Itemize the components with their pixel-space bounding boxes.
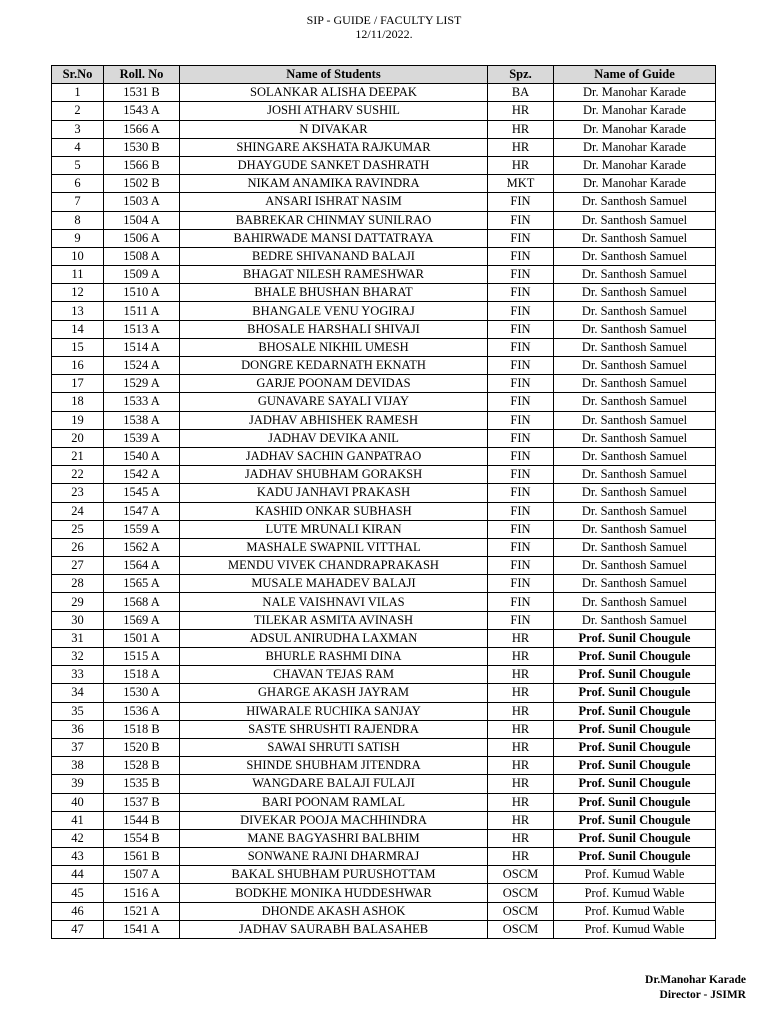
cell-student-name: SASTE SHRUSHTI RAJENDRA bbox=[180, 720, 488, 738]
cell-guide-name: Prof. Sunil Chougule bbox=[554, 811, 716, 829]
table-row bbox=[52, 411, 716, 429]
cell-sr-no: 28 bbox=[52, 575, 104, 593]
cell-sr-no: 3 bbox=[52, 120, 104, 138]
cell-guide-name: Dr. Santhosh Samuel bbox=[554, 393, 716, 411]
cell-roll-no: 1521 A bbox=[104, 902, 180, 920]
table-row bbox=[52, 593, 716, 611]
cell-specialization: FIN bbox=[488, 557, 554, 575]
table-row bbox=[52, 811, 716, 829]
cell-student-name: BAHIRWADE MANSI DATTATRAYA bbox=[180, 229, 488, 247]
table-body bbox=[52, 84, 716, 939]
cell-guide-name: Prof. Sunil Chougule bbox=[554, 648, 716, 666]
cell-student-name: NALE VAISHNAVI VILAS bbox=[180, 593, 488, 611]
cell-guide-name: Dr. Santhosh Samuel bbox=[554, 247, 716, 265]
cell-roll-no: 1518 A bbox=[104, 666, 180, 684]
cell-specialization: HR bbox=[488, 811, 554, 829]
cell-sr-no: 12 bbox=[52, 284, 104, 302]
cell-sr-no: 20 bbox=[52, 429, 104, 447]
cell-roll-no: 1529 A bbox=[104, 375, 180, 393]
cell-guide-name: Dr. Santhosh Samuel bbox=[554, 229, 716, 247]
cell-sr-no: 29 bbox=[52, 593, 104, 611]
table-row bbox=[52, 720, 716, 738]
table-row bbox=[52, 629, 716, 647]
cell-specialization: OSCM bbox=[488, 902, 554, 920]
cell-student-name: ADSUL ANIRUDHA LAXMAN bbox=[180, 629, 488, 647]
cell-guide-name: Dr. Santhosh Samuel bbox=[554, 484, 716, 502]
cell-sr-no: 35 bbox=[52, 702, 104, 720]
cell-guide-name: Dr. Santhosh Samuel bbox=[554, 429, 716, 447]
cell-sr-no: 41 bbox=[52, 811, 104, 829]
cell-specialization: FIN bbox=[488, 229, 554, 247]
cell-guide-name: Dr. Santhosh Samuel bbox=[554, 557, 716, 575]
table-row bbox=[52, 229, 716, 247]
cell-guide-name: Prof. Kumud Wable bbox=[554, 902, 716, 920]
cell-guide-name: Dr. Manohar Karade bbox=[554, 175, 716, 193]
table-row bbox=[52, 520, 716, 538]
cell-sr-no: 34 bbox=[52, 684, 104, 702]
cell-specialization: FIN bbox=[488, 411, 554, 429]
cell-sr-no: 22 bbox=[52, 466, 104, 484]
cell-guide-name: Prof. Sunil Chougule bbox=[554, 720, 716, 738]
cell-roll-no: 1515 A bbox=[104, 648, 180, 666]
cell-guide-name: Dr. Santhosh Samuel bbox=[554, 593, 716, 611]
cell-student-name: GUNAVARE SAYALI VIJAY bbox=[180, 393, 488, 411]
cell-student-name: DIVEKAR POOJA MACHHINDRA bbox=[180, 811, 488, 829]
cell-roll-no: 1547 A bbox=[104, 502, 180, 520]
table-row bbox=[52, 120, 716, 138]
cell-sr-no: 8 bbox=[52, 211, 104, 229]
cell-student-name: BARI POONAM RAMLAL bbox=[180, 793, 488, 811]
cell-roll-no: 1516 A bbox=[104, 884, 180, 902]
cell-roll-no: 1543 A bbox=[104, 102, 180, 120]
cell-student-name: BHANGALE VENU YOGIRAJ bbox=[180, 302, 488, 320]
cell-guide-name: Dr. Santhosh Samuel bbox=[554, 375, 716, 393]
table-row bbox=[52, 866, 716, 884]
cell-specialization: FIN bbox=[488, 193, 554, 211]
cell-specialization: HR bbox=[488, 720, 554, 738]
col-header-sr-no: Sr.No bbox=[52, 66, 104, 84]
cell-specialization: FIN bbox=[488, 375, 554, 393]
cell-guide-name: Prof. Sunil Chougule bbox=[554, 775, 716, 793]
cell-roll-no: 1524 A bbox=[104, 357, 180, 375]
cell-roll-no: 1565 A bbox=[104, 575, 180, 593]
table-row bbox=[52, 702, 716, 720]
cell-specialization: FIN bbox=[488, 520, 554, 538]
cell-student-name: BEDRE SHIVANAND BALAJI bbox=[180, 247, 488, 265]
cell-sr-no: 36 bbox=[52, 720, 104, 738]
cell-sr-no: 42 bbox=[52, 829, 104, 847]
cell-guide-name: Prof. Sunil Chougule bbox=[554, 684, 716, 702]
cell-roll-no: 1537 B bbox=[104, 793, 180, 811]
cell-roll-no: 1535 B bbox=[104, 775, 180, 793]
cell-roll-no: 1545 A bbox=[104, 484, 180, 502]
cell-student-name: BHOSALE NIKHIL UMESH bbox=[180, 338, 488, 356]
cell-roll-no: 1539 A bbox=[104, 429, 180, 447]
cell-sr-no: 38 bbox=[52, 757, 104, 775]
cell-specialization: FIN bbox=[488, 593, 554, 611]
signatory-designation: Director - JSIMR bbox=[659, 989, 746, 1001]
cell-roll-no: 1533 A bbox=[104, 393, 180, 411]
cell-guide-name: Dr. Santhosh Samuel bbox=[554, 266, 716, 284]
cell-sr-no: 44 bbox=[52, 866, 104, 884]
cell-student-name: JADHAV DEVIKA ANIL bbox=[180, 429, 488, 447]
cell-guide-name: Dr. Manohar Karade bbox=[554, 102, 716, 120]
cell-specialization: HR bbox=[488, 738, 554, 756]
cell-sr-no: 25 bbox=[52, 520, 104, 538]
cell-specialization: HR bbox=[488, 120, 554, 138]
cell-specialization: MKT bbox=[488, 175, 554, 193]
cell-roll-no: 1509 A bbox=[104, 266, 180, 284]
cell-student-name: N DIVAKAR bbox=[180, 120, 488, 138]
cell-sr-no: 11 bbox=[52, 266, 104, 284]
cell-sr-no: 17 bbox=[52, 375, 104, 393]
cell-roll-no: 1506 A bbox=[104, 229, 180, 247]
cell-specialization: HR bbox=[488, 829, 554, 847]
cell-specialization: FIN bbox=[488, 247, 554, 265]
cell-guide-name: Dr. Santhosh Samuel bbox=[554, 538, 716, 556]
cell-specialization: FIN bbox=[488, 538, 554, 556]
cell-guide-name: Prof. Sunil Chougule bbox=[554, 629, 716, 647]
cell-student-name: CHAVAN TEJAS RAM bbox=[180, 666, 488, 684]
cell-roll-no: 1562 A bbox=[104, 538, 180, 556]
cell-sr-no: 47 bbox=[52, 920, 104, 938]
cell-sr-no: 39 bbox=[52, 775, 104, 793]
cell-specialization: FIN bbox=[488, 320, 554, 338]
table-row bbox=[52, 466, 716, 484]
cell-roll-no: 1554 B bbox=[104, 829, 180, 847]
table-row bbox=[52, 793, 716, 811]
cell-roll-no: 1528 B bbox=[104, 757, 180, 775]
table-row bbox=[52, 338, 716, 356]
cell-specialization: HR bbox=[488, 702, 554, 720]
cell-roll-no: 1510 A bbox=[104, 284, 180, 302]
cell-student-name: WANGDARE BALAJI FULAJI bbox=[180, 775, 488, 793]
cell-student-name: MENDU VIVEK CHANDRAPRAKASH bbox=[180, 557, 488, 575]
col-header-guide-name: Name of Guide bbox=[554, 66, 716, 84]
table-row bbox=[52, 375, 716, 393]
cell-specialization: FIN bbox=[488, 447, 554, 465]
cell-guide-name: Prof. Sunil Chougule bbox=[554, 702, 716, 720]
cell-student-name: JADHAV ABHISHEK RAMESH bbox=[180, 411, 488, 429]
cell-guide-name: Prof. Sunil Chougule bbox=[554, 829, 716, 847]
cell-student-name: BHURLE RASHMI DINA bbox=[180, 648, 488, 666]
cell-student-name: TILEKAR ASMITA AVINASH bbox=[180, 611, 488, 629]
table-row bbox=[52, 429, 716, 447]
cell-guide-name: Dr. Manohar Karade bbox=[554, 156, 716, 174]
table-row bbox=[52, 538, 716, 556]
cell-roll-no: 1544 B bbox=[104, 811, 180, 829]
cell-student-name: SAWAI SHRUTI SATISH bbox=[180, 738, 488, 756]
faculty-list-table bbox=[51, 65, 716, 939]
cell-roll-no: 1503 A bbox=[104, 193, 180, 211]
table-row bbox=[52, 557, 716, 575]
cell-roll-no: 1536 A bbox=[104, 702, 180, 720]
table-row bbox=[52, 920, 716, 938]
cell-guide-name: Dr. Santhosh Samuel bbox=[554, 284, 716, 302]
cell-specialization: FIN bbox=[488, 575, 554, 593]
table-row bbox=[52, 156, 716, 174]
cell-roll-no: 1569 A bbox=[104, 611, 180, 629]
page-date: 12/11/2022. bbox=[355, 27, 413, 41]
cell-roll-no: 1542 A bbox=[104, 466, 180, 484]
cell-sr-no: 30 bbox=[52, 611, 104, 629]
cell-student-name: BHOSALE HARSHALI SHIVAJI bbox=[180, 320, 488, 338]
cell-sr-no: 40 bbox=[52, 793, 104, 811]
cell-guide-name: Prof. Sunil Chougule bbox=[554, 848, 716, 866]
cell-student-name: SHINDE SHUBHAM JITENDRA bbox=[180, 757, 488, 775]
cell-sr-no: 23 bbox=[52, 484, 104, 502]
cell-specialization: HR bbox=[488, 793, 554, 811]
table-header-row bbox=[52, 66, 716, 84]
cell-guide-name: Prof. Sunil Chougule bbox=[554, 757, 716, 775]
cell-student-name: BABREKAR CHINMAY SUNILRAO bbox=[180, 211, 488, 229]
cell-roll-no: 1518 B bbox=[104, 720, 180, 738]
cell-sr-no: 9 bbox=[52, 229, 104, 247]
cell-specialization: HR bbox=[488, 138, 554, 156]
page-title: SIP - GUIDE / FACULTY LIST bbox=[306, 13, 462, 27]
cell-guide-name: Dr. Santhosh Samuel bbox=[554, 338, 716, 356]
cell-specialization: BA bbox=[488, 84, 554, 102]
cell-roll-no: 1514 A bbox=[104, 338, 180, 356]
table-row bbox=[52, 175, 716, 193]
cell-guide-name: Dr. Santhosh Samuel bbox=[554, 211, 716, 229]
cell-specialization: FIN bbox=[488, 484, 554, 502]
cell-roll-no: 1530 A bbox=[104, 684, 180, 702]
cell-student-name: DHAYGUDE SANKET DASHRATH bbox=[180, 156, 488, 174]
table-row bbox=[52, 357, 716, 375]
cell-guide-name: Dr. Santhosh Samuel bbox=[554, 302, 716, 320]
cell-student-name: DHONDE AKASH ASHOK bbox=[180, 902, 488, 920]
cell-sr-no: 24 bbox=[52, 502, 104, 520]
cell-sr-no: 2 bbox=[52, 102, 104, 120]
table-row bbox=[52, 484, 716, 502]
cell-guide-name: Prof. Sunil Chougule bbox=[554, 793, 716, 811]
cell-guide-name: Dr. Manohar Karade bbox=[554, 138, 716, 156]
cell-roll-no: 1511 A bbox=[104, 302, 180, 320]
cell-guide-name: Dr. Santhosh Samuel bbox=[554, 193, 716, 211]
cell-student-name: LUTE MRUNALI KIRAN bbox=[180, 520, 488, 538]
table-row bbox=[52, 502, 716, 520]
cell-roll-no: 1507 A bbox=[104, 866, 180, 884]
cell-roll-no: 1531 B bbox=[104, 84, 180, 102]
cell-guide-name: Prof. Kumud Wable bbox=[554, 920, 716, 938]
cell-roll-no: 1541 A bbox=[104, 920, 180, 938]
table-row bbox=[52, 84, 716, 102]
cell-sr-no: 10 bbox=[52, 247, 104, 265]
cell-student-name: NIKAM ANAMIKA RAVINDRA bbox=[180, 175, 488, 193]
cell-specialization: OSCM bbox=[488, 866, 554, 884]
cell-sr-no: 16 bbox=[52, 357, 104, 375]
cell-specialization: FIN bbox=[488, 429, 554, 447]
cell-roll-no: 1530 B bbox=[104, 138, 180, 156]
cell-sr-no: 26 bbox=[52, 538, 104, 556]
cell-roll-no: 1504 A bbox=[104, 211, 180, 229]
cell-student-name: MUSALE MAHADEV BALAJI bbox=[180, 575, 488, 593]
cell-student-name: MANE BAGYASHRI BALBHIM bbox=[180, 829, 488, 847]
table-row bbox=[52, 829, 716, 847]
cell-sr-no: 4 bbox=[52, 138, 104, 156]
cell-guide-name: Dr. Santhosh Samuel bbox=[554, 520, 716, 538]
table-row bbox=[52, 666, 716, 684]
cell-specialization: FIN bbox=[488, 611, 554, 629]
cell-guide-name: Dr. Manohar Karade bbox=[554, 84, 716, 102]
cell-sr-no: 33 bbox=[52, 666, 104, 684]
cell-student-name: GARJE POONAM DEVIDAS bbox=[180, 375, 488, 393]
cell-specialization: HR bbox=[488, 648, 554, 666]
cell-guide-name: Prof. Kumud Wable bbox=[554, 866, 716, 884]
cell-roll-no: 1508 A bbox=[104, 247, 180, 265]
cell-sr-no: 21 bbox=[52, 447, 104, 465]
cell-student-name: SONWANE RAJNI DHARMRAJ bbox=[180, 848, 488, 866]
cell-specialization: FIN bbox=[488, 466, 554, 484]
table-row bbox=[52, 102, 716, 120]
cell-student-name: SHINGARE AKSHATA RAJKUMAR bbox=[180, 138, 488, 156]
table-row bbox=[52, 138, 716, 156]
cell-student-name: BHALE BHUSHAN BHARAT bbox=[180, 284, 488, 302]
cell-student-name: KADU JANHAVI PRAKASH bbox=[180, 484, 488, 502]
cell-sr-no: 37 bbox=[52, 738, 104, 756]
cell-sr-no: 32 bbox=[52, 648, 104, 666]
cell-sr-no: 7 bbox=[52, 193, 104, 211]
cell-specialization: FIN bbox=[488, 302, 554, 320]
cell-student-name: KASHID ONKAR SUBHASH bbox=[180, 502, 488, 520]
table-row bbox=[52, 211, 716, 229]
table-row bbox=[52, 611, 716, 629]
cell-student-name: JADHAV SACHIN GANPATRAO bbox=[180, 447, 488, 465]
cell-roll-no: 1564 A bbox=[104, 557, 180, 575]
cell-student-name: BAKAL SHUBHAM PURUSHOTTAM bbox=[180, 866, 488, 884]
cell-specialization: HR bbox=[488, 757, 554, 775]
cell-student-name: BODKHE MONIKA HUDDESHWAR bbox=[180, 884, 488, 902]
cell-sr-no: 46 bbox=[52, 902, 104, 920]
table-row bbox=[52, 738, 716, 756]
cell-specialization: FIN bbox=[488, 284, 554, 302]
cell-guide-name: Prof. Kumud Wable bbox=[554, 884, 716, 902]
table-row bbox=[52, 302, 716, 320]
cell-roll-no: 1561 B bbox=[104, 848, 180, 866]
table-row bbox=[52, 193, 716, 211]
table-row bbox=[52, 247, 716, 265]
cell-specialization: OSCM bbox=[488, 884, 554, 902]
cell-sr-no: 1 bbox=[52, 84, 104, 102]
cell-roll-no: 1520 B bbox=[104, 738, 180, 756]
cell-roll-no: 1566 A bbox=[104, 120, 180, 138]
cell-sr-no: 5 bbox=[52, 156, 104, 174]
cell-specialization: HR bbox=[488, 684, 554, 702]
cell-student-name: ANSARI ISHRAT NASIM bbox=[180, 193, 488, 211]
cell-student-name: GHARGE AKASH JAYRAM bbox=[180, 684, 488, 702]
cell-guide-name: Prof. Sunil Chougule bbox=[554, 666, 716, 684]
cell-roll-no: 1501 A bbox=[104, 629, 180, 647]
table-row bbox=[52, 775, 716, 793]
cell-specialization: HR bbox=[488, 102, 554, 120]
table-row bbox=[52, 848, 716, 866]
cell-sr-no: 27 bbox=[52, 557, 104, 575]
cell-guide-name: Dr. Santhosh Samuel bbox=[554, 411, 716, 429]
cell-sr-no: 31 bbox=[52, 629, 104, 647]
table-row bbox=[52, 447, 716, 465]
table-row bbox=[52, 902, 716, 920]
signatory-name: Dr.Manohar Karade bbox=[645, 974, 746, 986]
cell-student-name: SOLANKAR ALISHA DEEPAK bbox=[180, 84, 488, 102]
cell-specialization: FIN bbox=[488, 393, 554, 411]
cell-specialization: FIN bbox=[488, 266, 554, 284]
cell-student-name: JADHAV SHUBHAM GORAKSH bbox=[180, 466, 488, 484]
cell-student-name: BHAGAT NILESH RAMESHWAR bbox=[180, 266, 488, 284]
cell-guide-name: Prof. Sunil Chougule bbox=[554, 738, 716, 756]
cell-student-name: JADHAV SAURABH BALASAHEB bbox=[180, 920, 488, 938]
cell-sr-no: 43 bbox=[52, 848, 104, 866]
cell-guide-name: Dr. Manohar Karade bbox=[554, 120, 716, 138]
cell-sr-no: 6 bbox=[52, 175, 104, 193]
table-row bbox=[52, 393, 716, 411]
col-header-student-name: Name of Students bbox=[180, 66, 488, 84]
cell-guide-name: Dr. Santhosh Samuel bbox=[554, 447, 716, 465]
table-row bbox=[52, 884, 716, 902]
cell-student-name: JOSHI ATHARV SUSHIL bbox=[180, 102, 488, 120]
cell-sr-no: 13 bbox=[52, 302, 104, 320]
table-row bbox=[52, 575, 716, 593]
cell-roll-no: 1559 A bbox=[104, 520, 180, 538]
cell-specialization: FIN bbox=[488, 211, 554, 229]
cell-sr-no: 18 bbox=[52, 393, 104, 411]
cell-student-name: DONGRE KEDARNATH EKNATH bbox=[180, 357, 488, 375]
cell-specialization: OSCM bbox=[488, 920, 554, 938]
table-row bbox=[52, 266, 716, 284]
cell-specialization: FIN bbox=[488, 502, 554, 520]
cell-roll-no: 1568 A bbox=[104, 593, 180, 611]
cell-roll-no: 1538 A bbox=[104, 411, 180, 429]
cell-sr-no: 19 bbox=[52, 411, 104, 429]
table-row bbox=[52, 648, 716, 666]
cell-specialization: FIN bbox=[488, 338, 554, 356]
cell-guide-name: Dr. Santhosh Samuel bbox=[554, 502, 716, 520]
col-header-specialization: Spz. bbox=[488, 66, 554, 84]
table-row bbox=[52, 284, 716, 302]
cell-roll-no: 1502 B bbox=[104, 175, 180, 193]
cell-guide-name: Dr. Santhosh Samuel bbox=[554, 357, 716, 375]
cell-sr-no: 15 bbox=[52, 338, 104, 356]
cell-guide-name: Dr. Santhosh Samuel bbox=[554, 466, 716, 484]
cell-student-name: MASHALE SWAPNIL VITTHAL bbox=[180, 538, 488, 556]
table-row bbox=[52, 684, 716, 702]
cell-roll-no: 1540 A bbox=[104, 447, 180, 465]
cell-specialization: HR bbox=[488, 629, 554, 647]
cell-roll-no: 1566 B bbox=[104, 156, 180, 174]
cell-student-name: HIWARALE RUCHIKA SANJAY bbox=[180, 702, 488, 720]
cell-guide-name: Dr. Santhosh Samuel bbox=[554, 611, 716, 629]
cell-sr-no: 14 bbox=[52, 320, 104, 338]
cell-specialization: FIN bbox=[488, 357, 554, 375]
cell-guide-name: Dr. Santhosh Samuel bbox=[554, 575, 716, 593]
cell-roll-no: 1513 A bbox=[104, 320, 180, 338]
cell-specialization: HR bbox=[488, 156, 554, 174]
cell-specialization: HR bbox=[488, 848, 554, 866]
cell-guide-name: Dr. Santhosh Samuel bbox=[554, 320, 716, 338]
table-row bbox=[52, 757, 716, 775]
cell-specialization: HR bbox=[488, 666, 554, 684]
table-row bbox=[52, 320, 716, 338]
cell-sr-no: 45 bbox=[52, 884, 104, 902]
cell-specialization: HR bbox=[488, 775, 554, 793]
col-header-roll-no: Roll. No bbox=[104, 66, 180, 84]
